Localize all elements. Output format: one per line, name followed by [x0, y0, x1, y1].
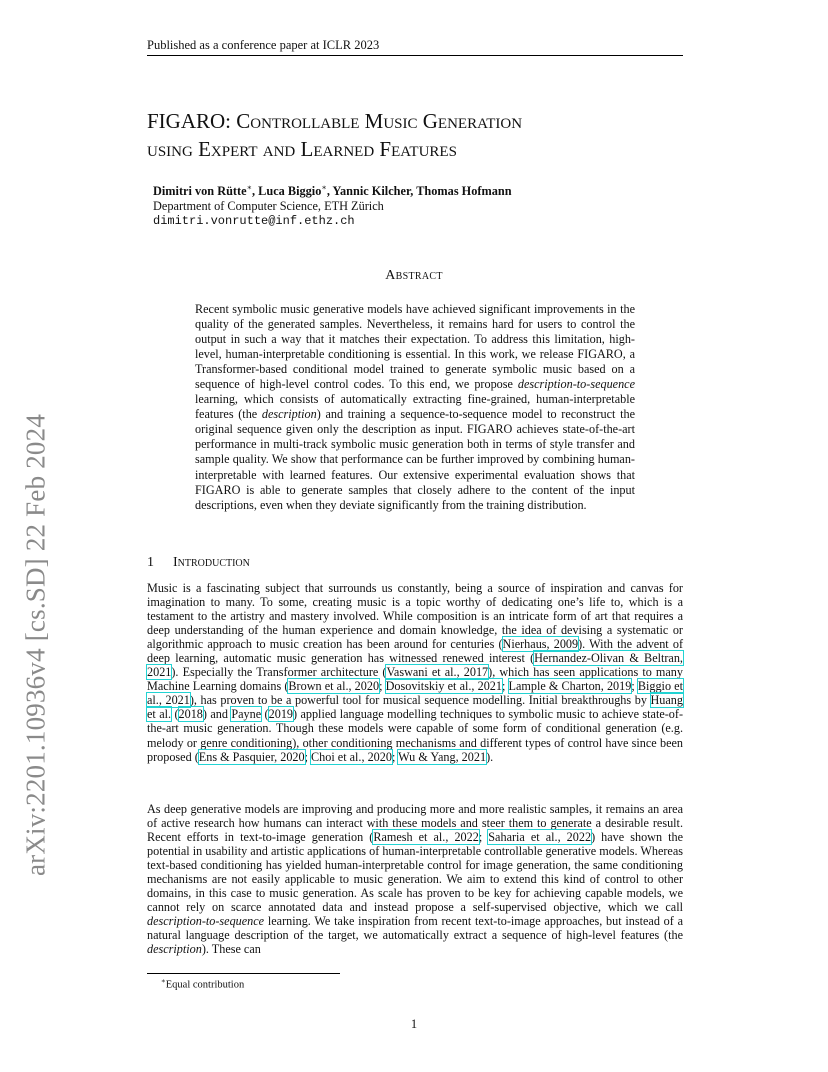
citation-link[interactable]: Payne	[231, 707, 262, 722]
section-number: 1	[147, 555, 154, 570]
citation-link[interactable]: Ens & Pasquier, 2020	[198, 749, 305, 764]
author-name: Luca Biggio	[258, 184, 322, 199]
section-heading	[147, 555, 250, 571]
intro-paragraph-2: As deep generative models are improving and producing more and more realistic samples, it remains an area of active research how humans can interact with these models and steer them to generate a desirable result. Recent efforts in text-to-image generation (Ramesh et al., 2022; Saharia et al., 2022) have shown the potential in usability and artistic applications of human-interpretable controllable generative models. Whereas text-based conditioning has yielded human-interpretable control for image generation, the same conditioning mechanisms are not easily applicable to music generation. We aim to extend this kind of control to other domains, in this case to music generation. As scale has proven to be key for achieving capable models, we cannot rely on scarce annotated data and instead propose a self-supervised objective, which we call description-to-sequence learning. We take inspiration from recent text-to-image approaches, but instead of a natural language description of the target, we automatically extract a sequence of high-level features (the description). These can	[147, 802, 684, 957]
footnote-rule	[147, 973, 340, 974]
citation-link[interactable]: Lample & Charton, 2019	[508, 679, 632, 694]
citation-link[interactable]: 2018	[178, 707, 203, 722]
footnote-mark: ∗	[161, 977, 166, 985]
citation-link[interactable]: Wu & Yang, 2021	[398, 749, 487, 764]
citation-link[interactable]: Choi et al., 2020	[311, 749, 392, 764]
citation-link[interactable]: Hernandez-Olivan & Beltran, 2021	[147, 651, 683, 680]
citation-link[interactable]: Saharia et al., 2022	[488, 830, 592, 845]
author-name: Yannic Kilcher	[332, 184, 411, 199]
title-line-1: FIGARO: Controllable Music Generation	[147, 109, 523, 133]
author-list: Dimitri von Rütte∗, Luca Biggio∗, Yannic Kilcher, Thomas Hofmann	[153, 183, 512, 199]
citation-link[interactable]: 2019	[268, 707, 293, 722]
equal-contribution-mark: ∗	[246, 183, 253, 192]
citation-link[interactable]: Vaswani et al., 2017	[386, 665, 489, 680]
author-email[interactable]: dimitri.vonrutte@inf.ethz.ch	[153, 214, 355, 228]
abstract-heading: Abstract	[385, 268, 443, 283]
header-rule	[147, 55, 683, 56]
citation-link[interactable]: Brown et al., 2020	[288, 679, 380, 694]
equal-contribution-mark: ∗	[321, 183, 327, 192]
page-number: 1	[410, 1017, 418, 1031]
section-title: Introduction	[173, 555, 250, 570]
running-header: Published as a conference paper at ICLR 2023	[147, 38, 380, 52]
affiliation: Department of Computer Science, ETH Zürich	[153, 199, 384, 213]
citation-link[interactable]: Nierhaus, 2009	[502, 637, 579, 652]
citation-link[interactable]: Huang et al.	[147, 693, 683, 722]
author-name: Thomas Hofmann	[416, 184, 512, 199]
paper-title	[147, 107, 687, 163]
abstract-body: Recent symbolic music generative models have achieved significant improvements in the quality of the generated samples. Nevertheless, it remains hard for users to control the output in such a way that it matches their expectation. To address this limitation, high-level, human-interpretable conditioning is essential. In this work, we release FIGARO, a Transformer-based conditional model trained to generate symbolic music based on a sequence of high-level control codes. To this end, we propose description-to-sequence learning, which consists of automatically extracting fine-grained, human-interpretable features (the description) and training a sequence-to-sequence model to reconstruct the original sequence given only the description as input. FIGARO achieves state-of-the-art performance in multi-track symbolic music generation both in terms of style transfer and sample quality. We show that performance can be further improved by combining human-interpretable with learned features. Our extensive experimental evaluation shows that FIGARO is able to generate samples that closely adhere to the content of the input descriptions, even when they deviate significantly from the training distribution.	[195, 302, 635, 512]
intro-paragraph-1: Music is a fascinating subject that surrounds us constantly, being a source of inspiration and canvas for imagination to many. To some, creating music is a topic worthy of dedicating one’s life to, which is a testament to the artistry and mastery involved. While composition is an intricate form of art that requires a deep understanding of the human experience and domain knowledge, the idea of devising a systematic or algorithmic approach to music creation has been around for centuries (Nierhaus, 2009). With the advent of deep learning, automatic music generation has witnessed renewed interest (Hernandez-Olivan & Beltran, 2021). Especially the Transformer architecture (Vaswani et al., 2017), which has seen applications to many Machine Learning domains (Brown et al., 2020; Dosovitskiy et al., 2021; Lample & Charton, 2019; Biggio et al., 2021), has proven to be a powerful tool for musical sequence modelling. Initial breakthroughs by Huang et al. (2018) and Payne (2019) applied language modelling techniques to symbolic music to achieve state-of-the-art music generation. Though these models were capable of some form of conditional generation (e.g. melody or genre conditioning), other conditioning mechanisms and different types of control have since been proposed (Ens & Pasquier, 2020; Choi et al., 2020; Wu & Yang, 2021).	[147, 581, 684, 764]
citation-link[interactable]: Dosovitskiy et al., 2021	[385, 679, 502, 694]
footnote	[161, 977, 244, 991]
arxiv-identifier[interactable]: arXiv:2201.10936v4 [cs.SD] 22 Feb 2024	[20, 413, 51, 877]
author-name: Dimitri von Rütte	[153, 184, 247, 199]
citation-link[interactable]: Biggio et al., 2021	[147, 679, 683, 708]
citation-link[interactable]: Ramesh et al., 2022	[373, 830, 479, 845]
title-line-2: using Expert and Learned Features	[147, 137, 457, 161]
footnote-text: Equal contribution	[165, 979, 245, 991]
